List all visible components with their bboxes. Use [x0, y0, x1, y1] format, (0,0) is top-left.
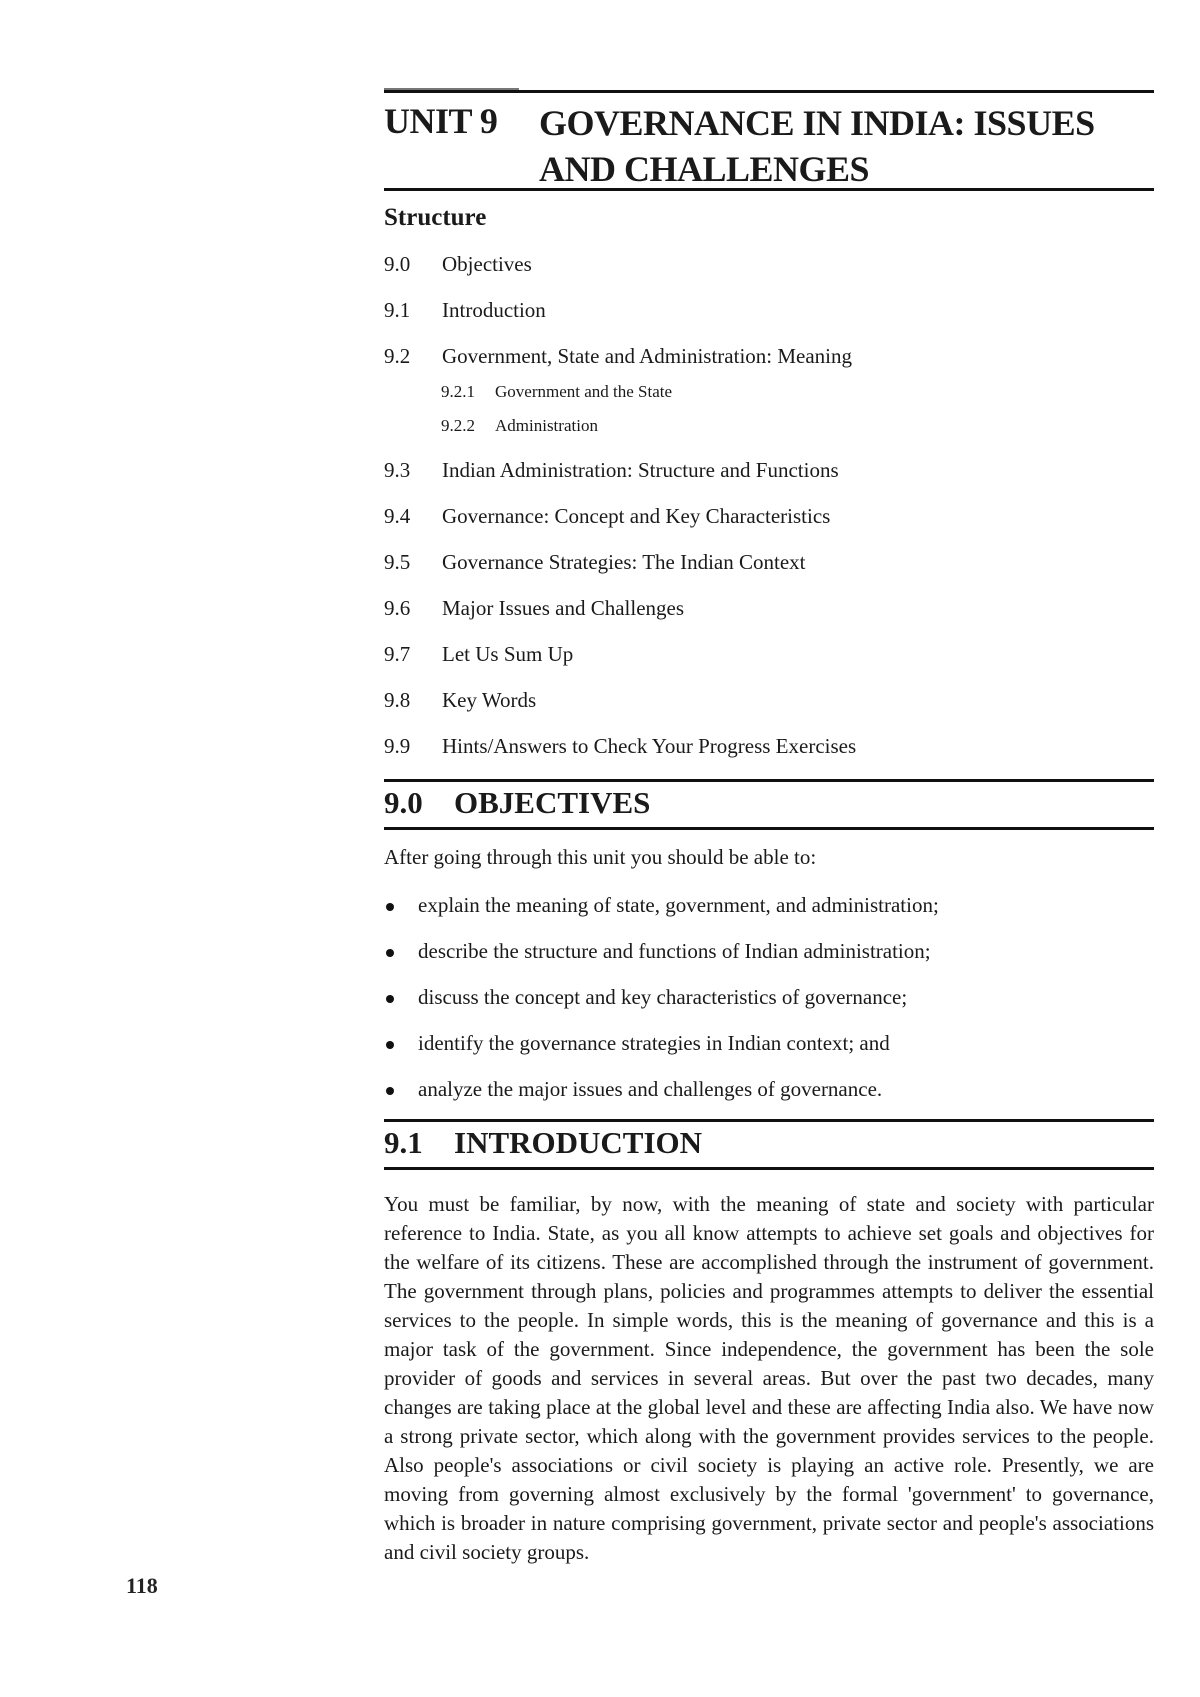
- toc-item-label: Hints/Answers to Check Your Progress Exercises: [442, 734, 857, 758]
- toc-item-number: 9.9: [384, 734, 411, 758]
- section-bottom-rule: [384, 827, 1154, 830]
- toc-item-label: Objectives: [442, 252, 532, 276]
- toc-item-number: 9.3: [384, 458, 411, 482]
- list-item-text: explain the meaning of state, government, and administration;: [418, 893, 939, 917]
- toc-item-number: 9.2: [384, 344, 411, 368]
- toc-item: [384, 550, 806, 575]
- list-item-text: describe the structure and functions of Indian administration;: [418, 939, 931, 963]
- toc-item-label: Indian Administration: Structure and Functions: [442, 458, 839, 482]
- toc-item-label: Major Issues and Challenges: [442, 596, 685, 620]
- toc-item-label: Let Us Sum Up: [442, 642, 574, 666]
- header-top-rule: [384, 90, 1154, 93]
- toc-item-number: 9.0: [384, 252, 411, 276]
- toc-item-number: 9.5: [384, 550, 411, 574]
- list-item-text: analyze the major issues and challenges of governance.: [418, 1077, 883, 1101]
- section-top-rule: [384, 1119, 1154, 1122]
- toc-item-number: 9.6: [384, 596, 411, 620]
- toc-item-label: Governance: Concept and Key Characteristics: [442, 504, 831, 528]
- bullet-icon: [386, 1087, 394, 1095]
- toc-item-number: 9.1: [384, 298, 411, 322]
- unit-title: GOVERNANCE IN INDIA: ISSUES AND CHALLENGES: [539, 103, 1095, 189]
- toc-item-label: Governance Strategies: The Indian Context: [442, 550, 806, 574]
- bullet-icon: [386, 949, 394, 957]
- toc-item: [384, 734, 856, 759]
- toc-item-number: 9.8: [384, 688, 411, 712]
- section-bottom-rule: [384, 1167, 1154, 1170]
- introduction-paragraph: You must be familiar, by now, with the meaning of state and society with particular reference to India. State, as you all know attempts to achieve set goals and objectives for the welfare of its citizens. These are accomplished through the instrument of government. The government through plans, policies and programmes attempts to deliver the essential services to the people. In simple words, this is the meaning of governance and this is a major task of the government. Since independence, the government has been the sole provider of goods and services in several areas. But over the past two decades, many changes are taking place at the global level and these are affecting India also. We have now a strong private sector, which along with the government provides services to the people. Also people's associations or civil society is playing an active role. Presently, we are moving from governing almost exclusively by the formal 'government' to governance, which is broader in nature comprising government, private sector and people's associations and civil society groups.: [384, 1192, 1154, 1564]
- toc-item-number: 9.7: [384, 642, 411, 666]
- toc-item-label: Introduction: [442, 298, 546, 322]
- toc-item-label: Key Words: [442, 688, 537, 712]
- toc-item: [384, 252, 532, 277]
- section-top-rule: [384, 779, 1154, 782]
- section-number: 9.1: [384, 1125, 423, 1160]
- toc-subitem-label: Government and the State: [495, 382, 673, 401]
- section-title-text: OBJECTIVES: [454, 785, 651, 820]
- toc-item: [384, 298, 546, 323]
- toc-item: [384, 504, 830, 529]
- page-number: 118: [126, 1573, 158, 1598]
- toc-item: [384, 458, 839, 483]
- bullet-icon: [386, 1041, 394, 1049]
- toc-item: [384, 344, 852, 369]
- header-accent-rule: [384, 88, 519, 90]
- unit-label: UNIT 9: [384, 101, 498, 141]
- structure-heading: Structure: [384, 204, 487, 231]
- header-bottom-rule: [384, 188, 1154, 191]
- toc-item-number: 9.4: [384, 504, 411, 528]
- toc-subitem: [441, 382, 672, 402]
- toc-item: [384, 596, 684, 621]
- toc-subitem-number: 9.2.2: [441, 416, 475, 435]
- toc-item-label: Government, State and Administration: Meaning: [442, 344, 853, 368]
- section-number: 9.0: [384, 785, 423, 820]
- toc-item: [384, 688, 536, 713]
- bullet-icon: [386, 903, 394, 911]
- section-title-text: INTRODUCTION: [454, 1125, 703, 1160]
- toc-subitem: [441, 416, 598, 436]
- list-item-text: identify the governance strategies in Indian context; and: [418, 1031, 890, 1055]
- section-title: [384, 785, 650, 821]
- objectives-intro: After going through this unit you should be able to:: [384, 845, 817, 869]
- toc-subitem-number: 9.2.1: [441, 382, 475, 401]
- toc-subitem-label: Administration: [495, 416, 598, 435]
- section-title: [384, 1125, 702, 1161]
- bullet-icon: [386, 995, 394, 1003]
- toc-item: [384, 642, 573, 667]
- list-item-text: discuss the concept and key characteristics of governance;: [418, 985, 908, 1009]
